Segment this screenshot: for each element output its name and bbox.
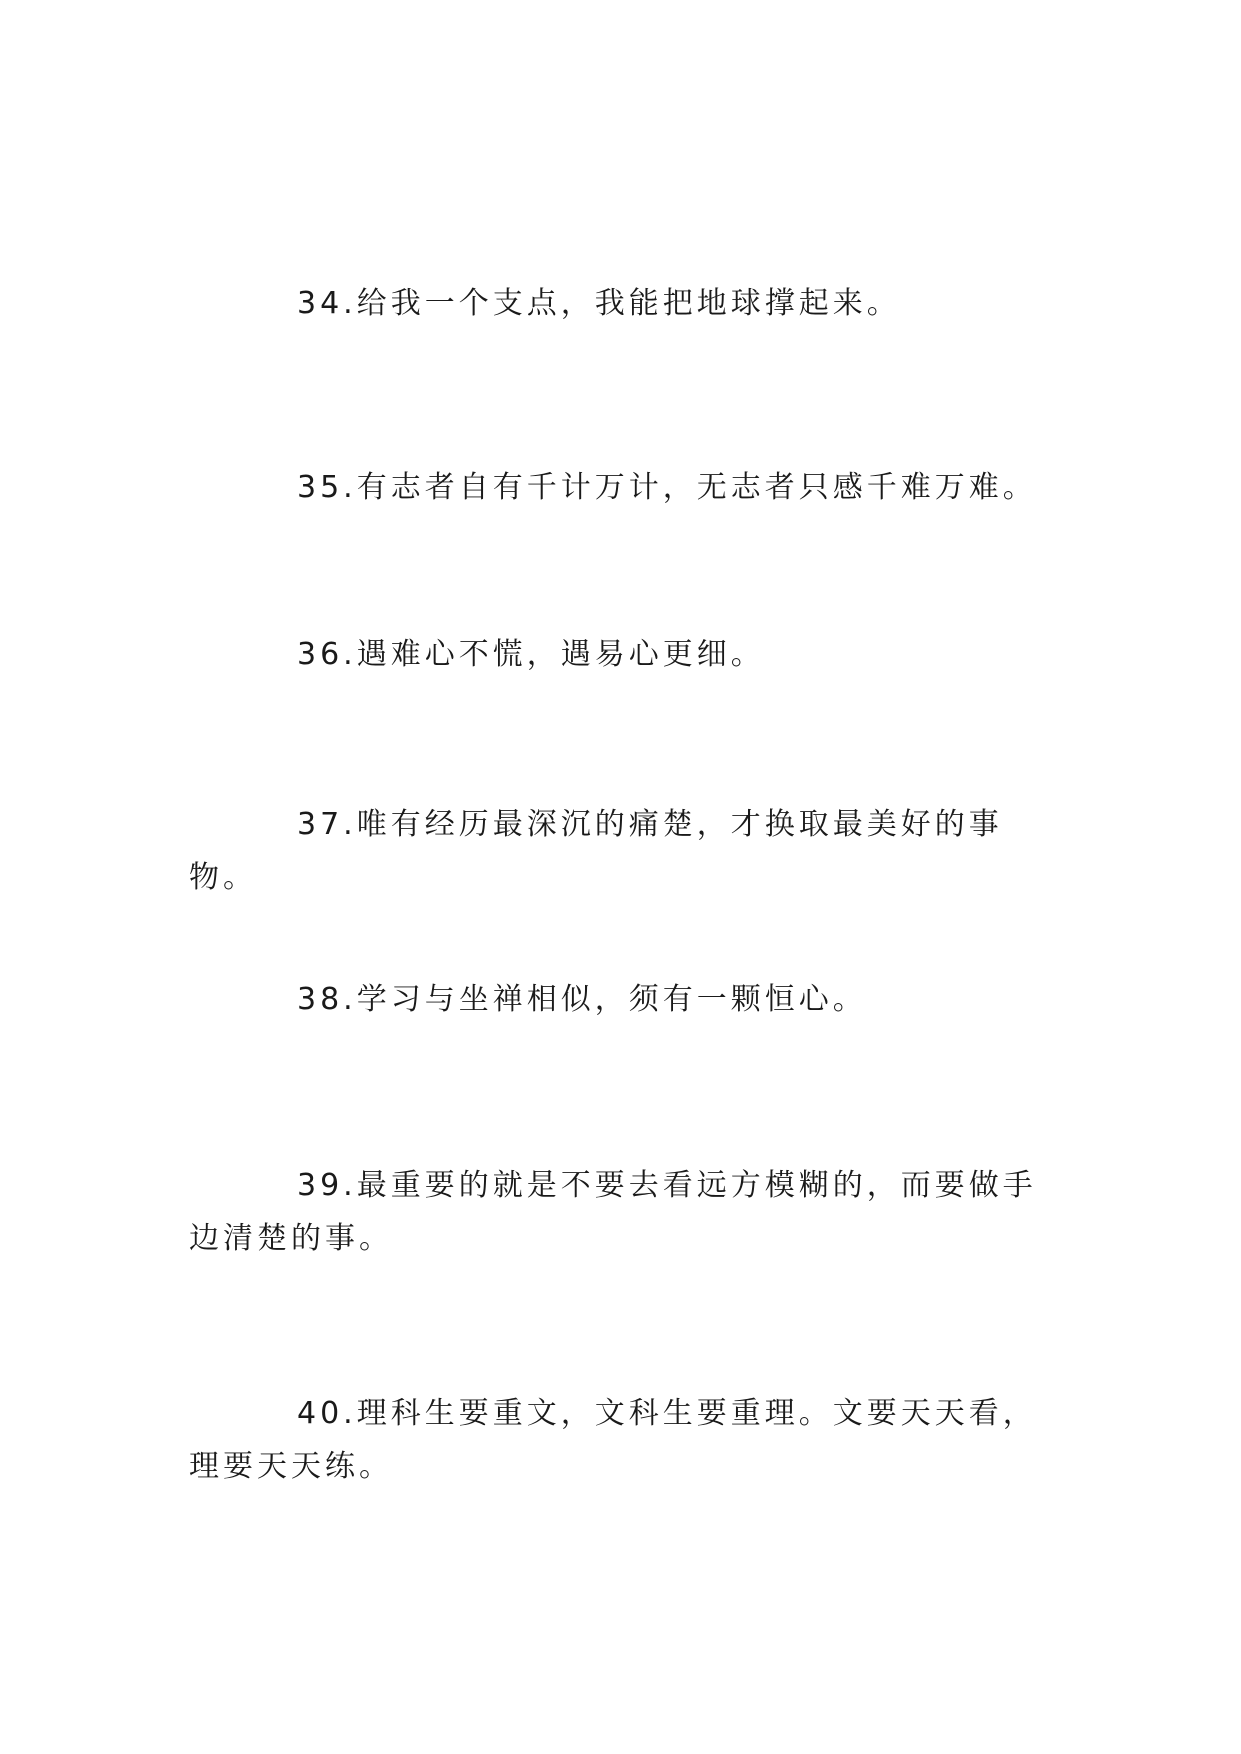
quote-35: 35.有志者自有千计万计，无志者只感千难万难。 (297, 470, 1037, 505)
quote-36: 36.遇难心不慌，遇易心更细。 (297, 637, 765, 672)
quote-38: 38.学习与坐禅相似，须有一颗恒心。 (297, 982, 867, 1017)
quote-37: 37.唯有经历最深沉的痛楚，才换取最美好的事物。 (189, 807, 1003, 895)
quote-39: 39.最重要的就是不要去看远方模糊的，而要做手边清楚的事。 (189, 1168, 1037, 1256)
quote-34: 34.给我一个支点，我能把地球撑起来。 (297, 286, 901, 321)
quote-40: 40.理科生要重文，文科生要重理。文要天天看，理要天天练。 (189, 1396, 1037, 1484)
